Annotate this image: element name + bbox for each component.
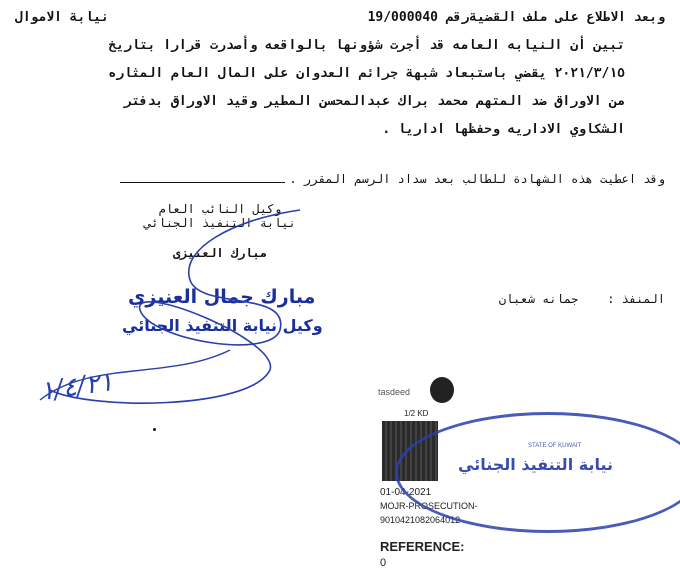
body-line-1: تبين أن النيابه العامه قد أجرت شؤونها بالواقعه وأصدرت قرارا بتاريخ (108, 38, 625, 53)
stamp-ref-prefix: MOJR-PROSECUTION- (380, 501, 478, 511)
certificate-text: وقد اعطيت هذه الشهادة للطالب بعد سداد الرسم المقرر . (289, 172, 665, 186)
body-line-3: من الاوراق ضد المتهم محمد براك عبدالمحسن المطير وقيد الاوراق بدفتر (124, 94, 625, 109)
seal-subtext: STATE OF KUWAIT (528, 443, 582, 449)
executor-line (499, 292, 665, 306)
stamp-name: مبارك جمال العنيزي (128, 286, 316, 308)
certificate-line (120, 172, 665, 186)
ink-dot (153, 428, 156, 431)
signatory-title: وكيل النائب العام (158, 202, 282, 216)
signatory-name: مبارك العنيزى (173, 246, 267, 260)
body-line-2: ٢٠٢١/٣/١٥ يقضي باستبعاد شبهة جرائم العدوان على المال العام المثاره (108, 66, 625, 81)
executor-label: المنفذ : (607, 292, 665, 306)
kuwait-emblem-icon (430, 377, 454, 403)
body-line-4: الشكاوي الاداريه وحفظها اداريا . (382, 122, 625, 137)
executor-name: جمانه شعبان (498, 292, 579, 306)
stamp-ref-number: 9010421082064012 (380, 515, 461, 525)
stamp-date: 01-04-2021 (380, 487, 432, 498)
prosecution-seal (395, 412, 680, 533)
department-label: نيابة الاموال (15, 10, 109, 25)
tasdeed-logo: tasdeed (378, 387, 411, 397)
handwritten-date: ١/٤/٢١ (38, 367, 116, 407)
signatory-department: نيابة التنفيذ الجنائي (144, 216, 296, 230)
fee-blank-line (120, 182, 285, 183)
reference-value: 0 (380, 557, 387, 569)
stamp-title: وكيل نيابة التنفيذ الجنائي (122, 316, 323, 335)
fee-amount: 1/2 KD (404, 409, 429, 418)
reference-label: REFERENCE: (380, 539, 465, 554)
case-file-line: وبعد الاطلاع على ملف القضيةرقم 19/000040 (367, 10, 665, 25)
seal-text: نيابة التنفيذ الجنائي (458, 455, 613, 474)
